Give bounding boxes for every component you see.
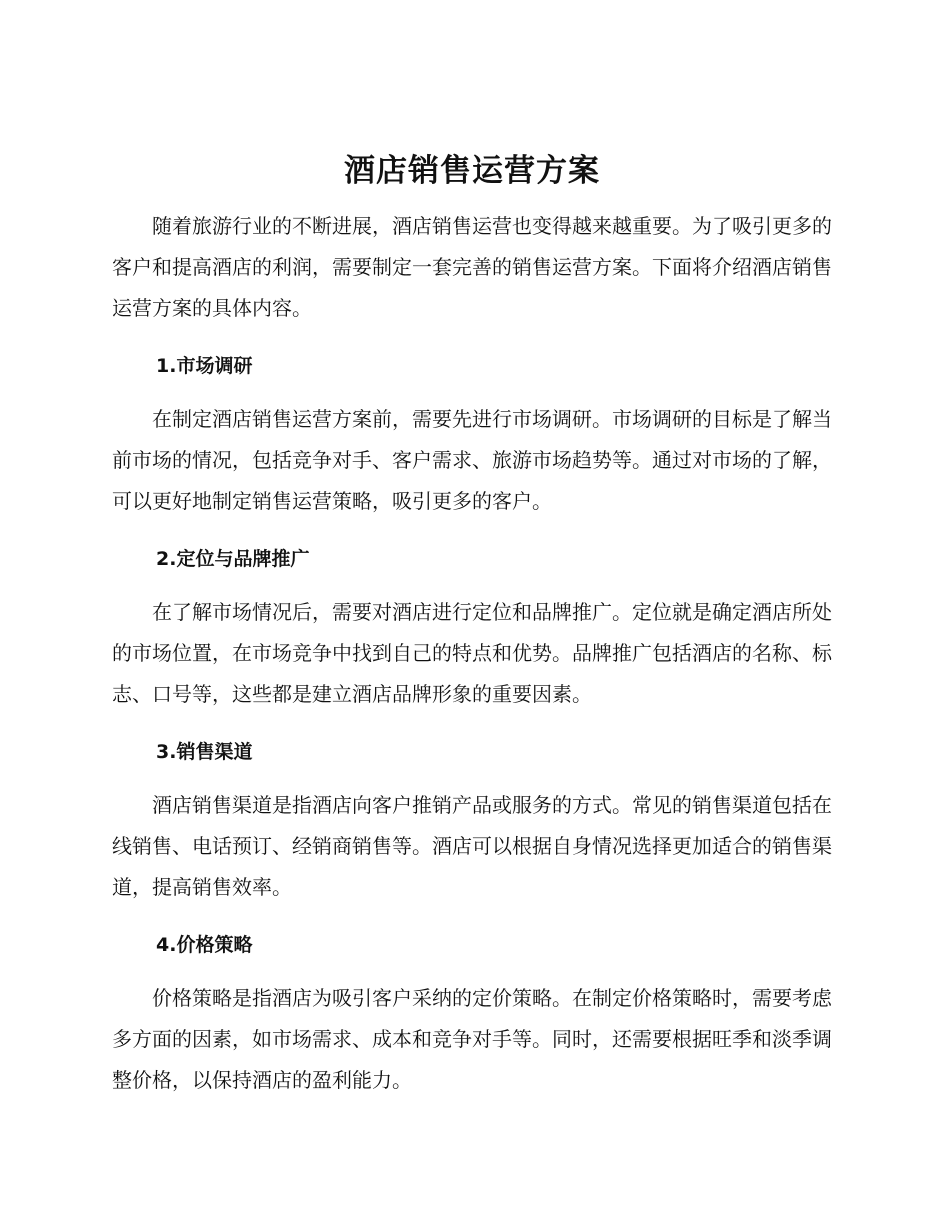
intro-paragraph: 随着旅游行业的不断进展，酒店销售运营也变得越来越重要。为了吸引更多的客户和提高酒店的利润，需要制定一套完善的销售运营方案。下面将介绍酒店销售运营方案的具体内容。 — [112, 214, 832, 320]
section-heading-pricing-strategy — [112, 930, 832, 960]
section-title: 价格策略 — [176, 934, 253, 956]
section-title: 销售渠道 — [176, 741, 253, 763]
section-number: 1. — [156, 355, 177, 377]
section-number: 4. — [156, 934, 177, 956]
section-heading-market-research — [112, 351, 832, 381]
section-title: 市场调研 — [176, 355, 253, 377]
section-body-sales-channels: 酒店销售渠道是指酒店向客户推销产品或服务的方式。常见的销售渠道包括在线销售、电话预订、经销商销售等。酒店可以根据自身情况选择更加适合的销售渠道，提高销售效率。 — [112, 793, 832, 899]
section-title: 定位与品牌推广 — [176, 548, 310, 570]
section-body-positioning-branding: 在了解市场情况后，需要对酒店进行定位和品牌推广。定位就是确定酒店所处的市场位置，在市场竞争中找到自己的特点和优势。品牌推广包括酒店的名称、标志、口号等，这些都是建立酒店品牌形象的重要因素。 — [112, 600, 832, 706]
section-number: 2. — [156, 548, 177, 570]
section-body-pricing-strategy: 价格策略是指酒店为吸引客户采纳的定价策略。在制定价格策略时，需要考虑多方面的因素，如市场需求、成本和竞争对手等。同时，还需要根据旺季和淡季调整价格，以保持酒店的盈利能力。 — [112, 986, 832, 1092]
section-heading-positioning-branding — [112, 544, 832, 574]
section-number: 3. — [156, 741, 177, 763]
section-heading-sales-channels — [112, 737, 832, 767]
section-body-market-research: 在制定酒店销售运营方案前，需要先进行市场调研。市场调研的目标是了解当前市场的情况，包括竞争对手、客户需求、旅游市场趋势等。通过对市场的了解，可以更好地制定销售运营策略，吸引更多的客户。 — [112, 407, 832, 513]
document-title: 酒店销售运营方案 — [344, 153, 600, 189]
